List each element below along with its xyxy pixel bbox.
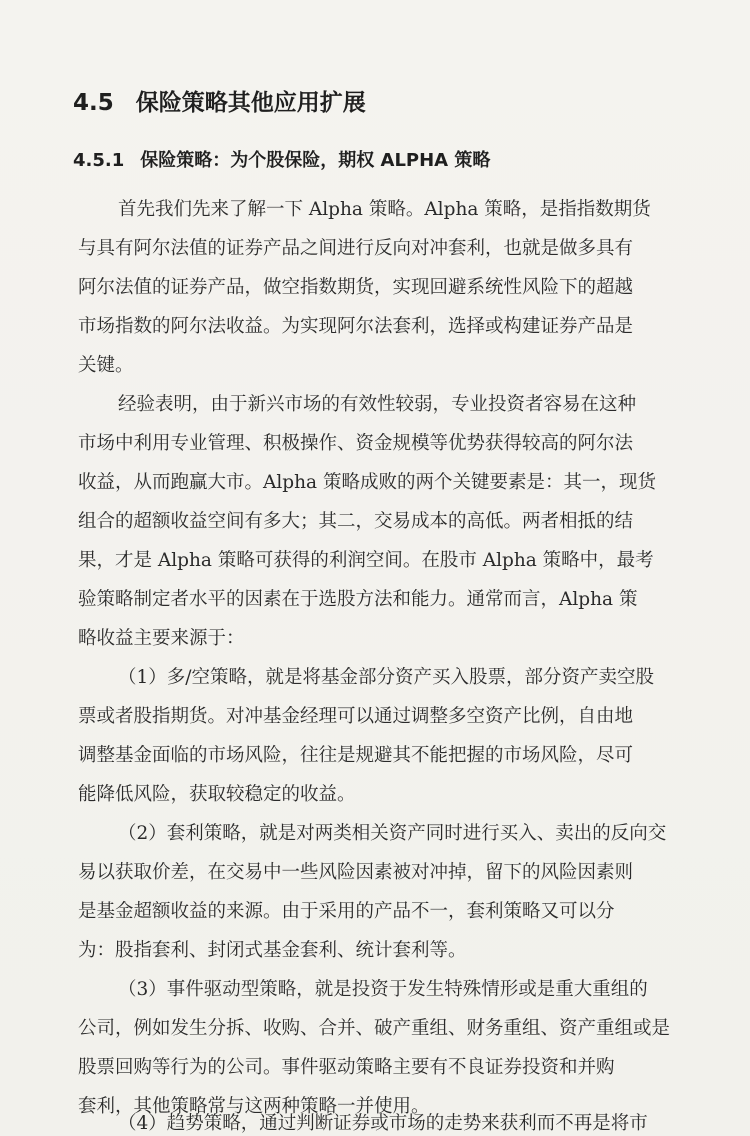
text-line: 果，才是 Alpha 策略可获得的利润空间。在股市 Alpha 策略中，最考 (78, 550, 654, 571)
text-line: 套利，其他策略常与这两种策略一并使用。 (78, 1096, 430, 1117)
text-line: 能降低风险，获取较稳定的收益。 (78, 784, 356, 805)
text-line: 为：股指套利、封闭式基金套利、统计套利等。 (78, 940, 467, 961)
text-line: 与具有阿尔法值的证券产品之间进行反向对冲套利，也就是做多具有 (78, 238, 634, 259)
text-line: 股票回购等行为的公司。事件驱动策略主要有不良证券投资和并购 (78, 1057, 615, 1078)
text-line: 票或者股指期货。对冲基金经理可以通过调整多空资产比例，自由地 (78, 706, 634, 727)
text-line: 市场指数的阿尔法收益。为实现阿尔法套利，选择或构建证券产品是 (78, 316, 634, 337)
text-line: 阿尔法值的证券产品，做空指数期货，实现回避系统性风险下的超越 (78, 277, 634, 298)
section-title: 保险策略其他应用扩展 (135, 90, 366, 116)
subsection-title: 保险策略：为个股保险，期权 ALPHA 策略 (140, 150, 491, 171)
text-line: 关键。 (78, 355, 134, 376)
section-heading (73, 84, 366, 117)
text-line: 略收益主要来源于： (78, 628, 245, 649)
text-line: 是基金超额收益的来源。由于采用的产品不一，套利策略又可以分 (78, 901, 615, 922)
subsection-heading (73, 146, 490, 172)
text-line: （1）多/空策略，就是将基金部分资产买入股票，部分资产卖空股 (118, 667, 655, 688)
text-line: 经验表明，由于新兴市场的有效性较弱，专业投资者容易在这种 (118, 394, 637, 415)
text-line: （4）趋势策略，通过判断证券或市场的走势来获利而不再是将市 (118, 1113, 648, 1134)
text-line: 市场中利用专业管理、积极操作、资金规模等优势获得较高的阿尔法 (78, 433, 634, 454)
text-line: 公司，例如发生分拆、收购、合并、破产重组、财务重组、资产重组或是 (78, 1018, 671, 1039)
text-line: 验策略制定者水平的因素在于选股方法和能力。通常而言，Alpha 策 (78, 589, 638, 610)
text-line: 调整基金面临的市场风险，往往是规避其不能把握的市场风险，尽可 (78, 745, 634, 766)
section-number: 4.5 (73, 90, 114, 116)
text-line: 首先我们先来了解一下 Alpha 策略。Alpha 策略，是指指数期货 (118, 199, 651, 220)
text-line: 收益，从而跑赢大市。Alpha 策略成败的两个关键要素是：其一，现货 (78, 472, 656, 493)
subsection-number: 4.5.1 (73, 150, 125, 171)
text-line: （2）套利策略，就是对两类相关资产同时进行买入、卖出的反向交 (118, 823, 667, 844)
text-line: 易以获取价差，在交易中一些风险因素被对冲掉，留下的风险因素则 (78, 862, 634, 883)
text-line: 组合的超额收益空间有多大；其二，交易成本的高低。两者相抵的结 (78, 511, 634, 532)
text-line: （3）事件驱动型策略，就是投资于发生特殊情形或是重大重组的 (118, 979, 648, 1000)
